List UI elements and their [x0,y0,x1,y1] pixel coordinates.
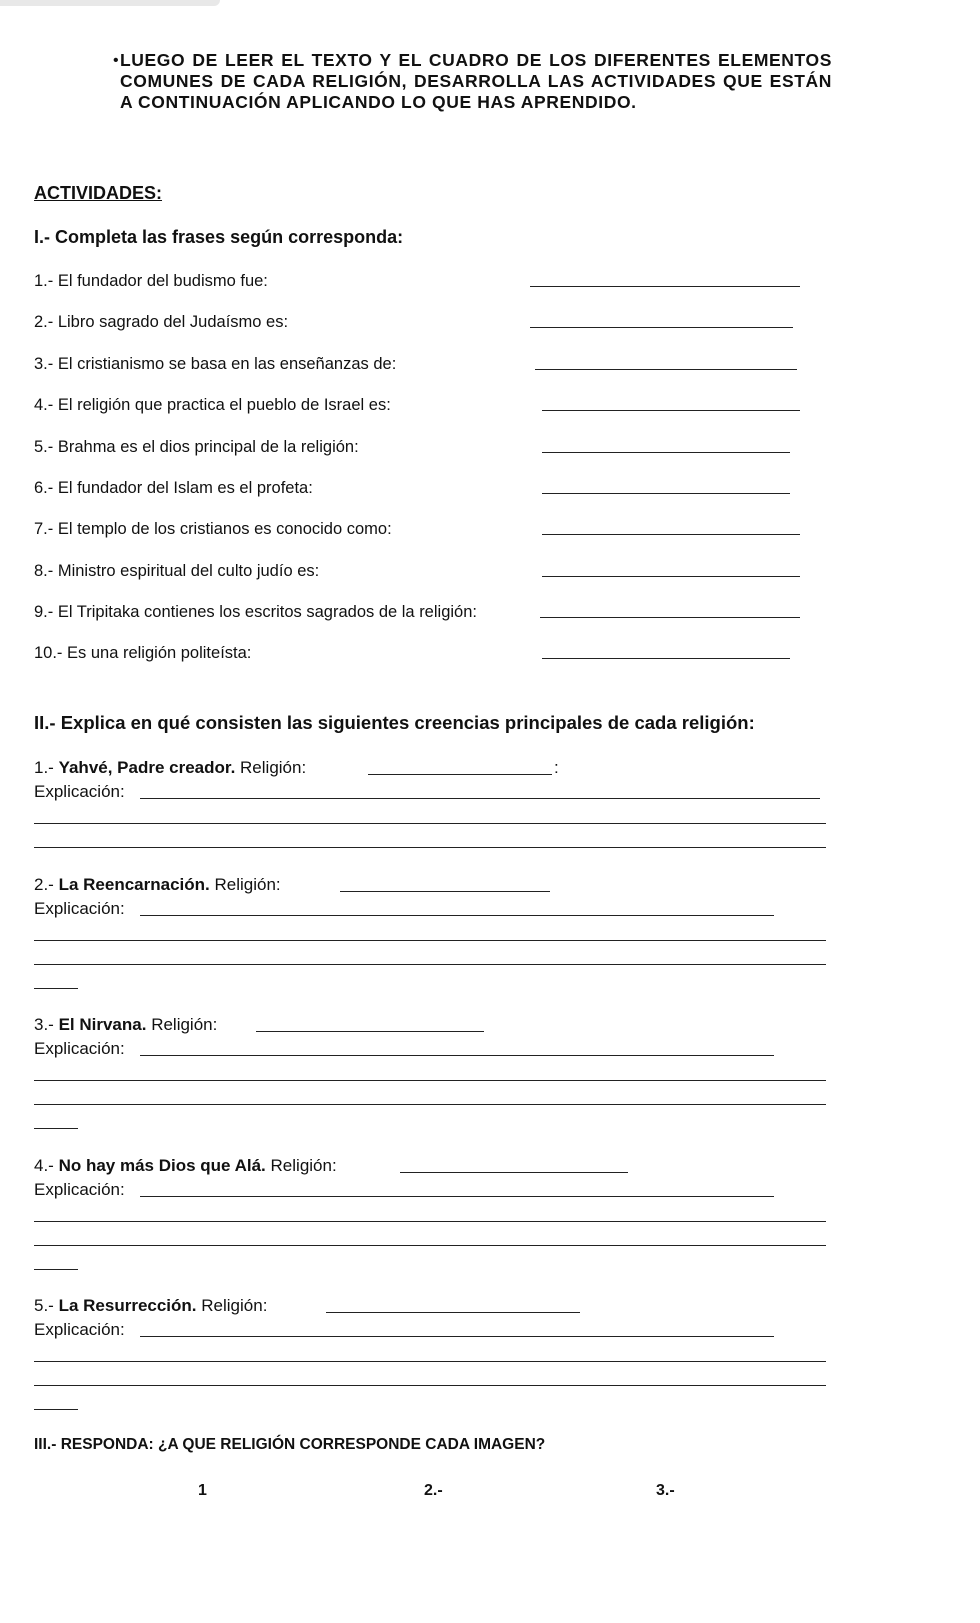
question-7: 7.- El templo de los cristianos es conocido como: [34,520,392,538]
explanation-line-1a[interactable] [140,798,820,799]
explanation-label-2: Explicación: [34,899,125,918]
explanation-line-5a[interactable] [140,1336,774,1337]
section-3-title: III.- RESPONDA: ¿A QUE RELIGIÓN CORRESPONDE CADA IMAGEN? [34,1436,546,1453]
image-label-3: 3.- [656,1482,675,1499]
question-8: 8.- Ministro espiritual del culto judío es: [34,562,320,580]
activities-heading: ACTIVIDADES: [34,183,163,203]
question-6: 6.- El fundador del Islam es el profeta: [34,479,313,497]
explanation-line-3a[interactable] [140,1055,774,1056]
explanation-line-2d[interactable] [34,988,78,989]
belief-item-4: 4.- No hay más Dios que Alá. Religión: [34,1156,337,1175]
explanation-line-4b[interactable] [34,1221,826,1222]
explanation-line-2c[interactable] [34,964,826,965]
explanation-line-3b[interactable] [34,1080,826,1081]
explanation-label-5: Explicación: [34,1320,125,1339]
question-3: 3.- El cristianismo se basa en las enseñanzas de: [34,355,397,373]
question-10: 10.- Es una religión politeísta: [34,644,252,662]
explanation-line-3d[interactable] [34,1128,78,1129]
question-9: 9.- El Tripitaka contienes los escritos sagrados de la religión: [34,603,477,621]
top-edge-decoration [0,0,220,6]
explanation-line-1c[interactable] [34,847,826,848]
explanation-line-5b[interactable] [34,1361,826,1362]
religion-line-5[interactable] [326,1312,580,1313]
section-1-title: I.- Completa las frases según corresponda: [34,227,404,247]
answer-line-3[interactable] [535,369,797,370]
explanation-line-4a[interactable] [140,1196,774,1197]
religion-colon-1: : [554,758,559,777]
explanation-label-4: Explicación: [34,1180,125,1199]
question-5: 5.- Brahma es el dios principal de la religión: [34,438,359,456]
answer-line-8[interactable] [542,576,800,577]
explanation-line-4d[interactable] [34,1269,78,1270]
answer-line-5[interactable] [542,452,790,453]
answer-line-9[interactable] [540,617,800,618]
explanation-label-3: Explicación: [34,1039,125,1058]
belief-item-2: 2.- La Reencarnación. Religión: [34,875,281,894]
explanation-line-2a[interactable] [140,915,774,916]
religion-line-2[interactable] [340,891,550,892]
belief-item-3: 3.- El Nirvana. Religión: [34,1015,218,1034]
answer-line-10[interactable] [542,658,790,659]
explanation-label-1: Explicación: [34,782,125,801]
explanation-line-1b[interactable] [34,823,826,824]
religion-line-3[interactable] [256,1031,484,1032]
intro-instructions: LUEGO DE LEER EL TEXTO Y EL CUADRO DE LOS DIFERENTES ELEMENTOS COMUNES DE CADA RELIGIÓN, DESARROLLA LAS ACTIVIDADES QUE ESTÁN A CONTINUACIÓN APLICANDO LO QUE HAS APRENDIDO. [120,50,832,112]
question-2: 2.- Libro sagrado del Judaísmo es: [34,313,289,331]
answer-line-1[interactable] [530,286,800,287]
intro-bullet: • [113,52,119,69]
explanation-line-5d[interactable] [34,1409,78,1410]
explanation-line-5c[interactable] [34,1385,826,1386]
religion-line-4[interactable] [400,1172,628,1173]
image-label-2: 2.- [424,1482,443,1499]
answer-line-7[interactable] [542,534,800,535]
belief-item-5: 5.- La Resurrección. Religión: [34,1296,268,1315]
explanation-line-4c[interactable] [34,1245,826,1246]
section-2-title: II.- Explica en qué consisten las siguientes creencias principales de cada religión: [34,712,755,733]
belief-item-1: 1.- Yahvé, Padre creador. Religión: [34,758,307,777]
image-label-1: 1 [198,1482,207,1499]
answer-line-6[interactable] [542,493,790,494]
question-1: 1.- El fundador del budismo fue: [34,272,268,290]
answer-line-2[interactable] [530,327,793,328]
explanation-line-3c[interactable] [34,1104,826,1105]
religion-line-1[interactable] [368,774,552,775]
question-4: 4.- El religión que practica el pueblo de Israel es: [34,396,391,414]
explanation-line-2b[interactable] [34,940,826,941]
answer-line-4[interactable] [542,410,800,411]
